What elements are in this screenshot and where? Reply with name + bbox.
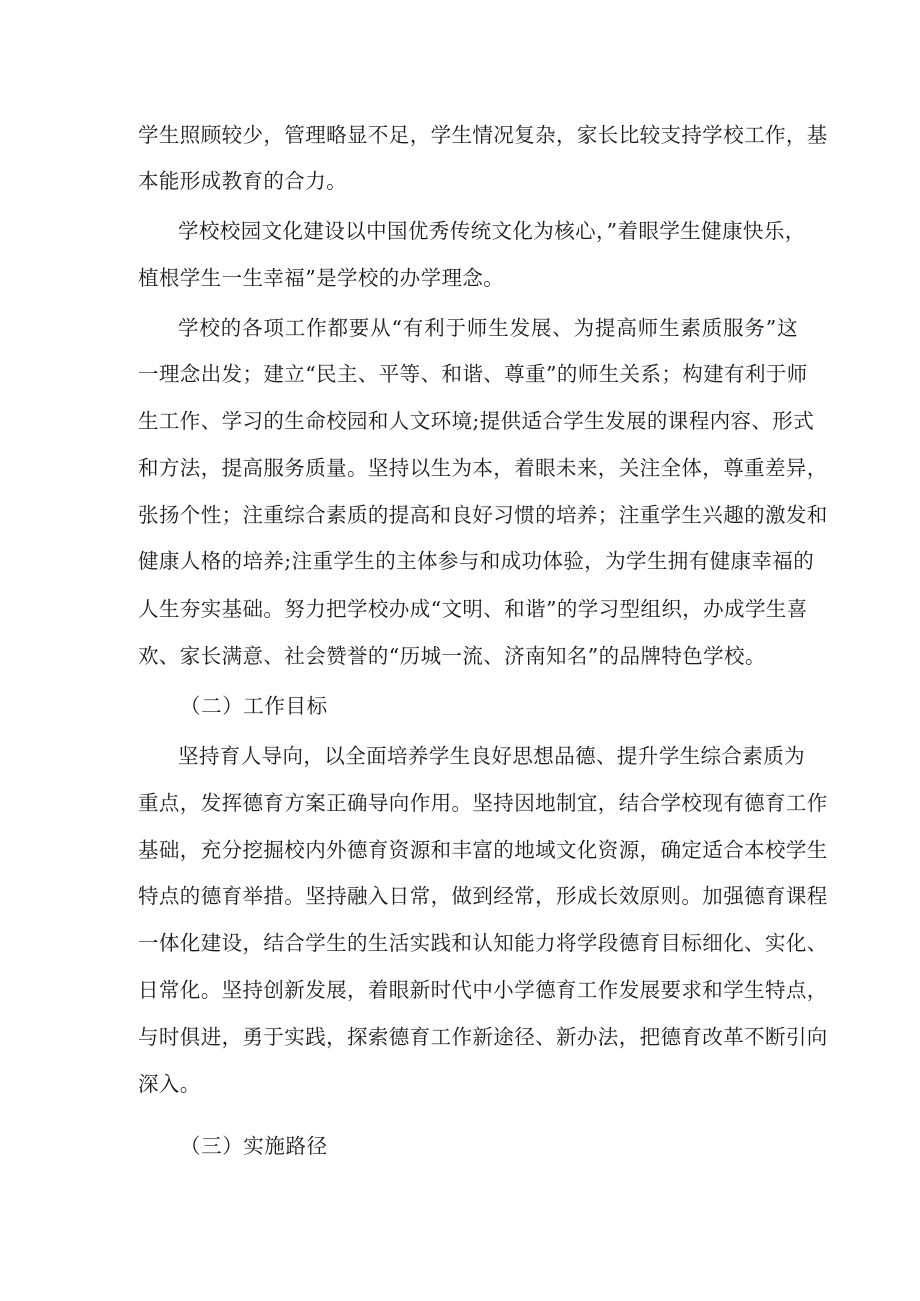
paragraph-1-line-2: 本能形成教育的合力。: [138, 169, 347, 193]
section-heading-work-goals: （二）工作目标: [180, 694, 328, 718]
paragraph-2-line-2: 植根学生一生幸福”是学校的办学理念。: [138, 266, 505, 290]
paragraph-4-line-2: 重点，发挥德育方案正确导向作用。坚持因地制宜，结合学校现有德育工作: [138, 791, 828, 815]
paragraph-4-line-5: 一体化建设，结合学生的生活实践和认知能力将学段德育目标细化、实化、: [138, 931, 828, 955]
paragraph-3-line-7: 人生夯实基础。努力把学校办成“文明、和谐”的学习型组织，办成学生喜: [138, 597, 808, 621]
paragraph-3-line-1: 学校的各项工作都要从“有利于师生发展、为提高师生素质服务”这: [178, 316, 798, 340]
paragraph-3-line-8: 欢、家长满意、社会赞誉的“历城一流、济南知名”的品牌特色学校。: [138, 644, 766, 668]
paragraph-4-line-7: 与时俱进，勇于实践，探索德育工作新途径、新办法，把德育改革不断引向: [138, 1025, 828, 1049]
paragraph-4-line-8: 深入。: [138, 1072, 201, 1096]
paragraph-3-line-3: 生工作、学习的生命校园和人文环境;提供适合学生发展的课程内容、形式: [138, 409, 815, 433]
paragraph-2-line-1: 学校校园文化建设以中国优秀传统文化为核心，”着眼学生健康快乐，: [178, 219, 806, 243]
paragraph-3-line-6: 健康人格的培养;注重学生的主体参与和成功体验，为学生拥有健康幸福的: [138, 549, 815, 573]
paragraph-4-line-1: 坚持育人导向，以全面培养学生良好思想品德、提升学生综合素质为: [178, 744, 805, 768]
paragraph-4-line-4: 特点的德育举措。坚持融入日常，做到经常，形成长效原则。加强德育课程: [138, 884, 828, 908]
paragraph-3-line-4: 和方法，提高服务质量。坚持以生为本，着眼未来，关注全体，尊重差异，: [138, 456, 828, 480]
paragraph-4-line-3: 基础，充分挖掘校内外德育资源和丰富的地域文化资源，确定适合本校学生: [138, 838, 828, 862]
paragraph-3-line-5: 张扬个性；注重综合素质的提高和良好习惯的培养；注重学生兴趣的激发和: [138, 503, 828, 527]
paragraph-1-line-1: 学生照顾较少，管理略显不足，学生情况复杂，家长比较支持学校工作，基: [138, 123, 828, 147]
paragraph-3-line-2: 一理念出发；建立“民主、平等、和谐、尊重”的师生关系；构建有利于师: [138, 362, 808, 386]
section-heading-implementation-path: （三）实施路径: [180, 1134, 328, 1158]
paragraph-4-line-6: 日常化。坚持创新发展，着眼新时代中小学德育工作发展要求和学生特点，: [138, 978, 828, 1002]
